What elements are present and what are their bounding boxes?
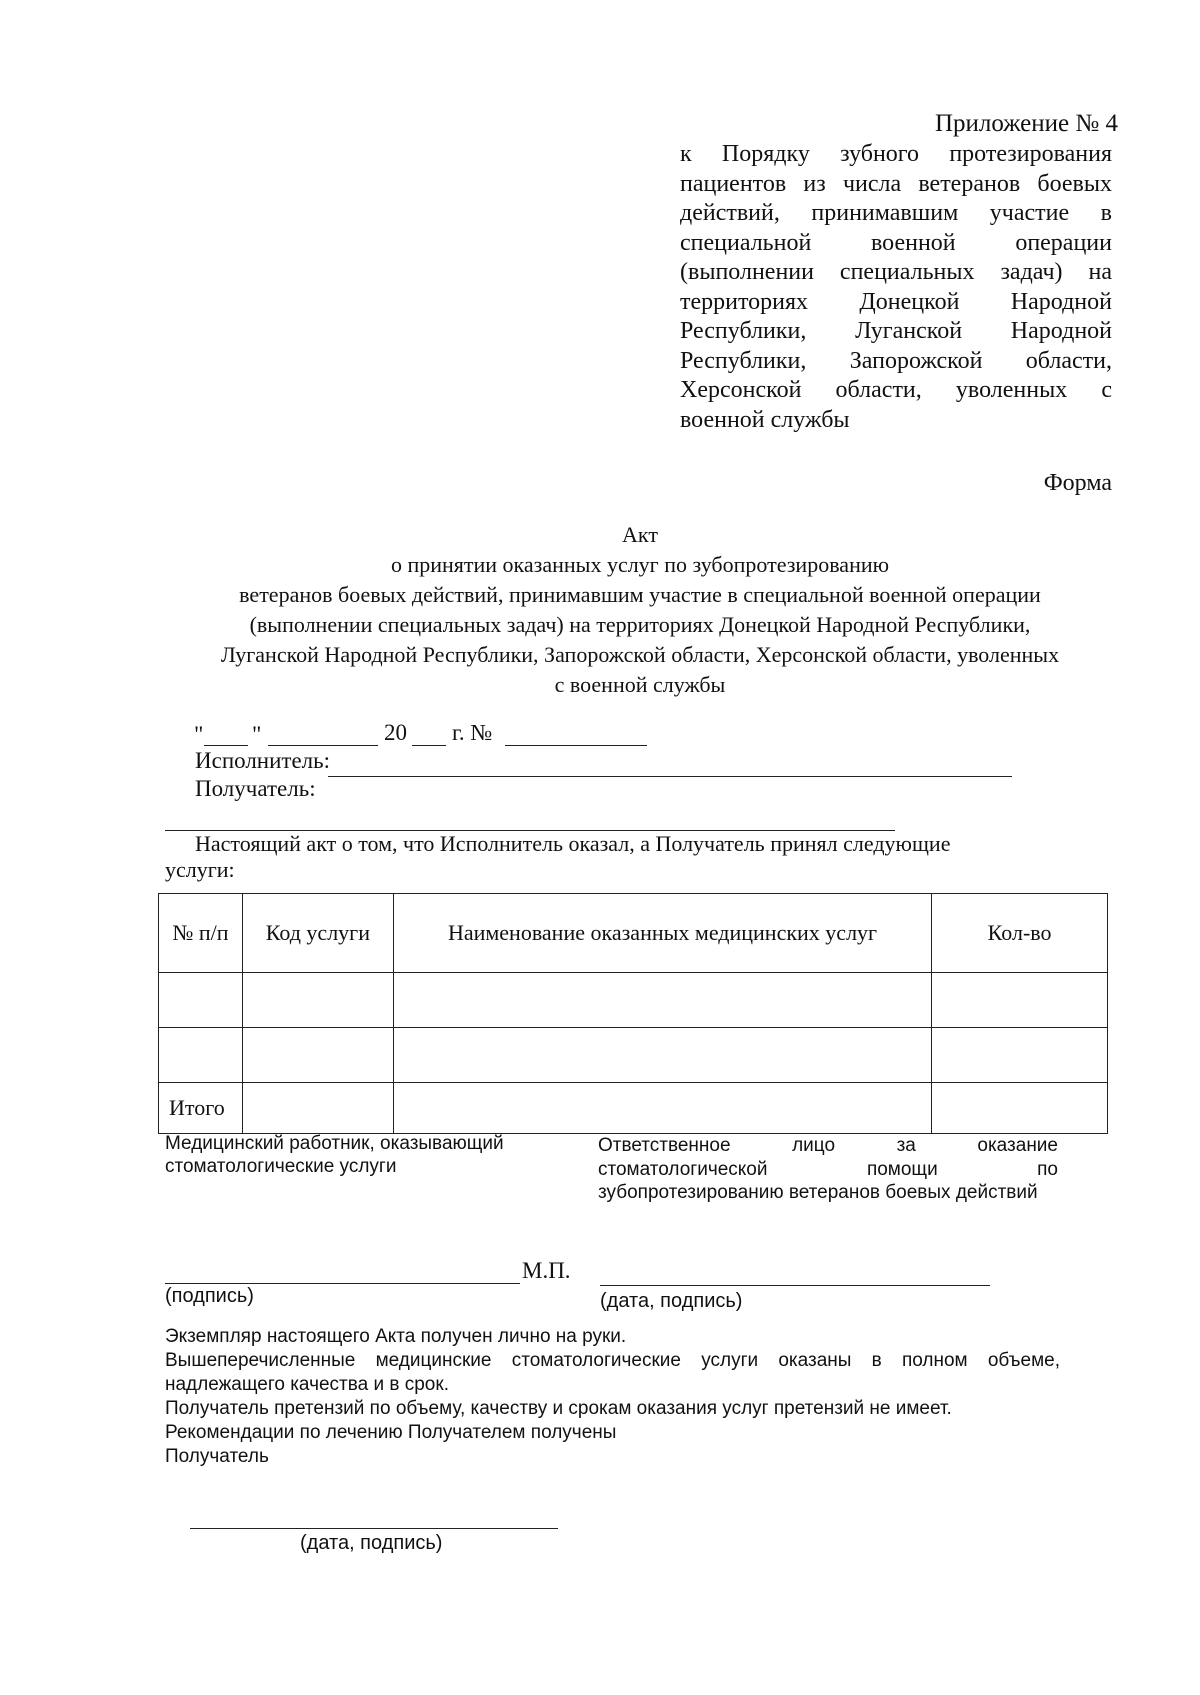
- date-quote-close: ": [252, 722, 262, 747]
- executor-label: Исполнитель:: [195, 748, 331, 773]
- recipient-signature-caption: (дата, подпись): [300, 1532, 443, 1554]
- table-cell[interactable]: [159, 973, 243, 1028]
- closing-line: Вышеперечисленные медицинские стоматологические услуги оказаны в полном объеме, надлежащего качества и в срок.: [165, 1350, 1060, 1395]
- act-title: [150, 520, 1130, 700]
- table-cell[interactable]: [932, 1028, 1108, 1083]
- responsible-person-title: Ответственное лицо за оказание стоматологической помощи по зубопротезированию ветеранов боевых действий: [598, 1135, 1058, 1203]
- date-year-prefix: 20: [384, 720, 407, 745]
- recipient-signature-line[interactable]: [190, 1528, 558, 1529]
- table-cell[interactable]: [932, 973, 1108, 1028]
- appendix-body: к Порядку зубного протезирования пациентов из числа ветеранов боевых действий, принимавшим участие в специальной военной операции (выполнении специальных задач) на территориях Донецкой Народной Республики, Луганской Народной Республики, Запорожской области, Херсонской области, уволенных с военной службы: [680, 141, 1112, 433]
- table-cell[interactable]: [159, 1028, 243, 1083]
- services-table: [158, 893, 1108, 1134]
- act-title-line: ветеранов боевых действий, принимавшим участие в специальной военной операции: [239, 582, 1041, 607]
- total-label: Итого: [159, 1083, 243, 1134]
- responsible-signature-line[interactable]: [600, 1285, 990, 1286]
- closing-line: Экземпляр настоящего Акта получен лично на руки.: [165, 1326, 627, 1347]
- table-cell[interactable]: [242, 1083, 393, 1134]
- form-label: Форма: [1043, 470, 1112, 496]
- medical-worker-signature-line[interactable]: [165, 1283, 520, 1284]
- table-header-row: [159, 894, 1108, 973]
- date-year-suffix: г. №: [452, 720, 493, 745]
- header-service-code: Код услуги: [242, 894, 393, 973]
- table-row: [159, 973, 1108, 1028]
- date-month-field[interactable]: [268, 745, 378, 746]
- table-row: [159, 1028, 1108, 1083]
- act-title-line: (выполнении специальных задач) на территориях Донецкой Народной Республики,: [249, 612, 1031, 637]
- act-title-line: Луганской Народной Республики, Запорожской области, Херсонской области, уволенных: [220, 642, 1060, 667]
- intro-line-2: услуги:: [165, 857, 235, 882]
- appendix-title: Приложение № 4: [934, 110, 1118, 137]
- act-number-field[interactable]: [505, 745, 647, 746]
- header-number: № п/п: [159, 894, 243, 973]
- executor-field[interactable]: [328, 776, 1012, 777]
- header-quantity: Кол-во: [932, 894, 1108, 973]
- closing-line: Получатель: [165, 1446, 269, 1467]
- signature-caption: (подпись): [165, 1285, 254, 1307]
- medical-worker-title: Медицинский работник, оказывающий стоматологические услуги: [165, 1133, 504, 1177]
- recipient-label: Получатель:: [195, 776, 316, 801]
- date-quote-open: ": [194, 722, 204, 747]
- table-cell[interactable]: [393, 973, 931, 1028]
- act-title-line: Акт: [622, 522, 658, 547]
- date-day-field[interactable]: [204, 745, 248, 746]
- closing-block: [165, 1325, 1060, 1469]
- intro-line-1: Настоящий акт о том, что Исполнитель оказал, а Получатель принял следующие: [195, 831, 951, 856]
- act-title-line: о принятии оказанных услуг по зубопротезированию: [390, 552, 890, 577]
- header-service-name: Наименование оказанных медицинских услуг: [393, 894, 931, 973]
- date-year-field[interactable]: [412, 745, 446, 746]
- table-cell[interactable]: [242, 973, 393, 1028]
- table-cell[interactable]: [393, 1028, 931, 1083]
- table-total-row: [159, 1083, 1108, 1134]
- act-title-line: с военной службы: [554, 672, 726, 697]
- table-cell[interactable]: [393, 1083, 931, 1134]
- date-signature-caption: (дата, подпись): [600, 1290, 743, 1312]
- table-cell[interactable]: [932, 1083, 1108, 1134]
- closing-line: Рекомендации по лечению Получателем получены: [165, 1422, 617, 1443]
- closing-line: Получатель претензий по объему, качеству и срокам оказания услуг претензий не имеет.: [165, 1398, 952, 1419]
- table-cell[interactable]: [242, 1028, 393, 1083]
- stamp-label: М.П.: [522, 1258, 571, 1283]
